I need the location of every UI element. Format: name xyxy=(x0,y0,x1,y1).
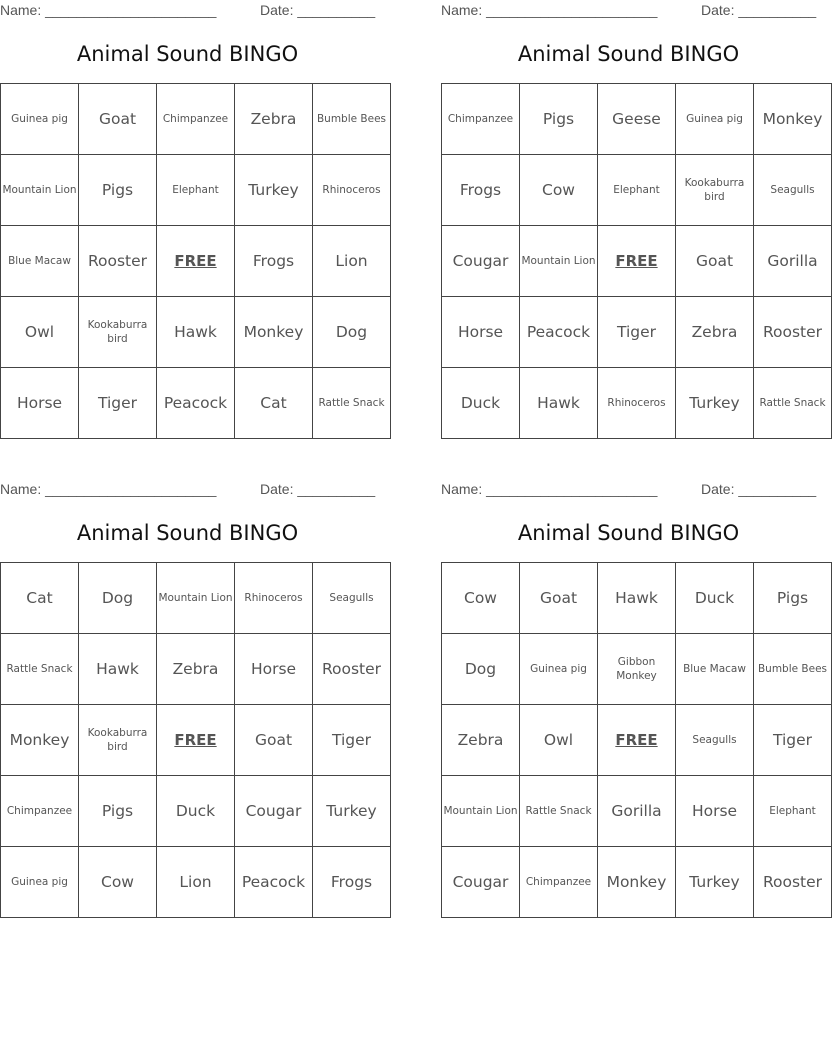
bingo-row xyxy=(442,155,832,226)
bingo-row xyxy=(442,847,832,918)
bingo-cell: Rooster xyxy=(79,226,157,297)
bingo-cell: Cow xyxy=(520,155,598,226)
bingo-cell: Gibbon Monkey xyxy=(598,634,676,705)
bingo-cell: Cougar xyxy=(235,776,313,847)
bingo-cell: Elephant xyxy=(754,776,832,847)
bingo-cell: Bumble Bees xyxy=(754,634,832,705)
bingo-grid xyxy=(0,83,391,439)
bingo-card-1 xyxy=(0,0,387,435)
bingo-card-4 xyxy=(441,479,828,914)
bingo-cell: Duck xyxy=(157,776,235,847)
bingo-row xyxy=(1,155,391,226)
bingo-cell: Gorilla xyxy=(754,226,832,297)
name-field-label: Name: ______________________ xyxy=(0,481,217,497)
bingo-cell: Rhinoceros xyxy=(235,563,313,634)
bingo-cell: Blue Macaw xyxy=(1,226,79,297)
bingo-grid xyxy=(441,562,832,918)
bingo-row xyxy=(1,705,391,776)
bingo-cell: Zebra xyxy=(235,84,313,155)
bingo-cell: Chimpanzee xyxy=(157,84,235,155)
bingo-cell: Horse xyxy=(235,634,313,705)
bingo-cell: Cat xyxy=(1,563,79,634)
bingo-row xyxy=(442,705,832,776)
bingo-cell: Tiger xyxy=(754,705,832,776)
bingo-cell: Pigs xyxy=(79,155,157,226)
bingo-cell: Rooster xyxy=(754,847,832,918)
bingo-cell: Kookaburra bird xyxy=(79,297,157,368)
bingo-cell: Horse xyxy=(1,368,79,439)
bingo-cell: Hawk xyxy=(520,368,598,439)
bingo-cell: Monkey xyxy=(754,84,832,155)
bingo-cell: Turkey xyxy=(676,847,754,918)
bingo-cell: Tiger xyxy=(598,297,676,368)
date-field-label: Date: __________ xyxy=(260,2,376,18)
bingo-cell: Rooster xyxy=(754,297,832,368)
bingo-row xyxy=(1,226,391,297)
bingo-row xyxy=(442,297,832,368)
bingo-row xyxy=(1,84,391,155)
card-title: Animal Sound BINGO xyxy=(517,42,740,66)
bingo-cell: Guinea pig xyxy=(1,847,79,918)
free-space-cell: FREE xyxy=(157,226,235,297)
bingo-row xyxy=(1,634,391,705)
bingo-cell: Goat xyxy=(520,563,598,634)
bingo-cell: Frogs xyxy=(235,226,313,297)
bingo-row xyxy=(442,563,832,634)
bingo-cell: Rattle Snack xyxy=(754,368,832,439)
bingo-cell: Tiger xyxy=(79,368,157,439)
bingo-cell: Frogs xyxy=(442,155,520,226)
bingo-cell: Rhinoceros xyxy=(313,155,391,226)
bingo-cell: Mountain Lion xyxy=(520,226,598,297)
card-title: Animal Sound BINGO xyxy=(76,521,299,545)
date-field-label: Date: __________ xyxy=(701,2,817,18)
bingo-cell: Blue Macaw xyxy=(676,634,754,705)
free-space-cell: FREE xyxy=(157,705,235,776)
bingo-cell: Peacock xyxy=(157,368,235,439)
bingo-cell: Pigs xyxy=(754,563,832,634)
name-field-label: Name: ______________________ xyxy=(441,481,658,497)
bingo-cell: Zebra xyxy=(442,705,520,776)
bingo-cell: Owl xyxy=(520,705,598,776)
bingo-row xyxy=(1,368,391,439)
bingo-cell: Rooster xyxy=(313,634,391,705)
bingo-cell: Seagulls xyxy=(754,155,832,226)
bingo-cell: Hawk xyxy=(157,297,235,368)
bingo-cell: Peacock xyxy=(235,847,313,918)
bingo-cell: Dog xyxy=(442,634,520,705)
bingo-cell: Geese xyxy=(598,84,676,155)
bingo-cell: Seagulls xyxy=(676,705,754,776)
bingo-cell: Goat xyxy=(676,226,754,297)
bingo-cell: Owl xyxy=(1,297,79,368)
bingo-cell: Hawk xyxy=(598,563,676,634)
bingo-grid xyxy=(0,562,391,918)
bingo-cell: Tiger xyxy=(313,705,391,776)
bingo-cell: Guinea pig xyxy=(1,84,79,155)
bingo-cell: Frogs xyxy=(313,847,391,918)
bingo-cell: Lion xyxy=(157,847,235,918)
bingo-cell: Pigs xyxy=(79,776,157,847)
bingo-cell: Cow xyxy=(79,847,157,918)
date-field-label: Date: __________ xyxy=(260,481,376,497)
bingo-row xyxy=(1,776,391,847)
bingo-cell: Cow xyxy=(442,563,520,634)
date-field-label: Date: __________ xyxy=(701,481,817,497)
bingo-cell: Elephant xyxy=(598,155,676,226)
bingo-cell: Cougar xyxy=(442,226,520,297)
bingo-cell: Gorilla xyxy=(598,776,676,847)
bingo-cell: Rattle Snack xyxy=(313,368,391,439)
bingo-row xyxy=(1,847,391,918)
bingo-cell: Dog xyxy=(79,563,157,634)
card-header xyxy=(0,2,375,22)
bingo-cell: Cougar xyxy=(442,847,520,918)
bingo-cell: Turkey xyxy=(676,368,754,439)
bingo-cell: Goat xyxy=(79,84,157,155)
bingo-cell: Rattle Snack xyxy=(520,776,598,847)
bingo-grid xyxy=(441,83,832,439)
bingo-cell: Horse xyxy=(442,297,520,368)
bingo-cell: Chimpanzee xyxy=(442,84,520,155)
bingo-cell: Peacock xyxy=(520,297,598,368)
bingo-cell: Seagulls xyxy=(313,563,391,634)
bingo-cell: Turkey xyxy=(313,776,391,847)
bingo-cell: Kookaburra bird xyxy=(676,155,754,226)
bingo-cell: Duck xyxy=(676,563,754,634)
bingo-row xyxy=(442,84,832,155)
bingo-cell: Zebra xyxy=(157,634,235,705)
bingo-cell: Mountain Lion xyxy=(1,155,79,226)
bingo-cell: Horse xyxy=(676,776,754,847)
bingo-cell: Guinea pig xyxy=(520,634,598,705)
bingo-cell: Chimpanzee xyxy=(1,776,79,847)
bingo-cell: Mountain Lion xyxy=(442,776,520,847)
bingo-cell: Zebra xyxy=(676,297,754,368)
bingo-cell: Turkey xyxy=(235,155,313,226)
bingo-row xyxy=(442,368,832,439)
bingo-cell: Kookaburra bird xyxy=(79,705,157,776)
bingo-cell: Rhinoceros xyxy=(598,368,676,439)
bingo-cell: Guinea pig xyxy=(676,84,754,155)
bingo-cell: Monkey xyxy=(235,297,313,368)
free-space-cell: FREE xyxy=(598,226,676,297)
bingo-cell: Cat xyxy=(235,368,313,439)
card-title: Animal Sound BINGO xyxy=(517,521,740,545)
name-field-label: Name: ______________________ xyxy=(441,2,658,18)
bingo-cell: Chimpanzee xyxy=(520,847,598,918)
bingo-card-2 xyxy=(441,0,826,435)
bingo-cell: Dog xyxy=(313,297,391,368)
card-title: Animal Sound BINGO xyxy=(76,42,299,66)
bingo-cell: Lion xyxy=(313,226,391,297)
card-header xyxy=(441,481,816,501)
bingo-cell: Mountain Lion xyxy=(157,563,235,634)
free-space-cell: FREE xyxy=(598,705,676,776)
bingo-card-3 xyxy=(0,479,382,914)
bingo-cell: Rattle Snack xyxy=(1,634,79,705)
bingo-row xyxy=(442,634,832,705)
bingo-cell: Duck xyxy=(442,368,520,439)
bingo-row xyxy=(442,776,832,847)
bingo-cell: Bumble Bees xyxy=(313,84,391,155)
bingo-row xyxy=(1,563,391,634)
card-header xyxy=(0,481,375,501)
bingo-cell: Goat xyxy=(235,705,313,776)
bingo-cell: Hawk xyxy=(79,634,157,705)
bingo-row xyxy=(442,226,832,297)
bingo-cell: Pigs xyxy=(520,84,598,155)
bingo-cell: Monkey xyxy=(598,847,676,918)
name-field-label: Name: ______________________ xyxy=(0,2,217,18)
card-header xyxy=(441,2,816,22)
bingo-cell: Monkey xyxy=(1,705,79,776)
bingo-row xyxy=(1,297,391,368)
bingo-cell: Elephant xyxy=(157,155,235,226)
